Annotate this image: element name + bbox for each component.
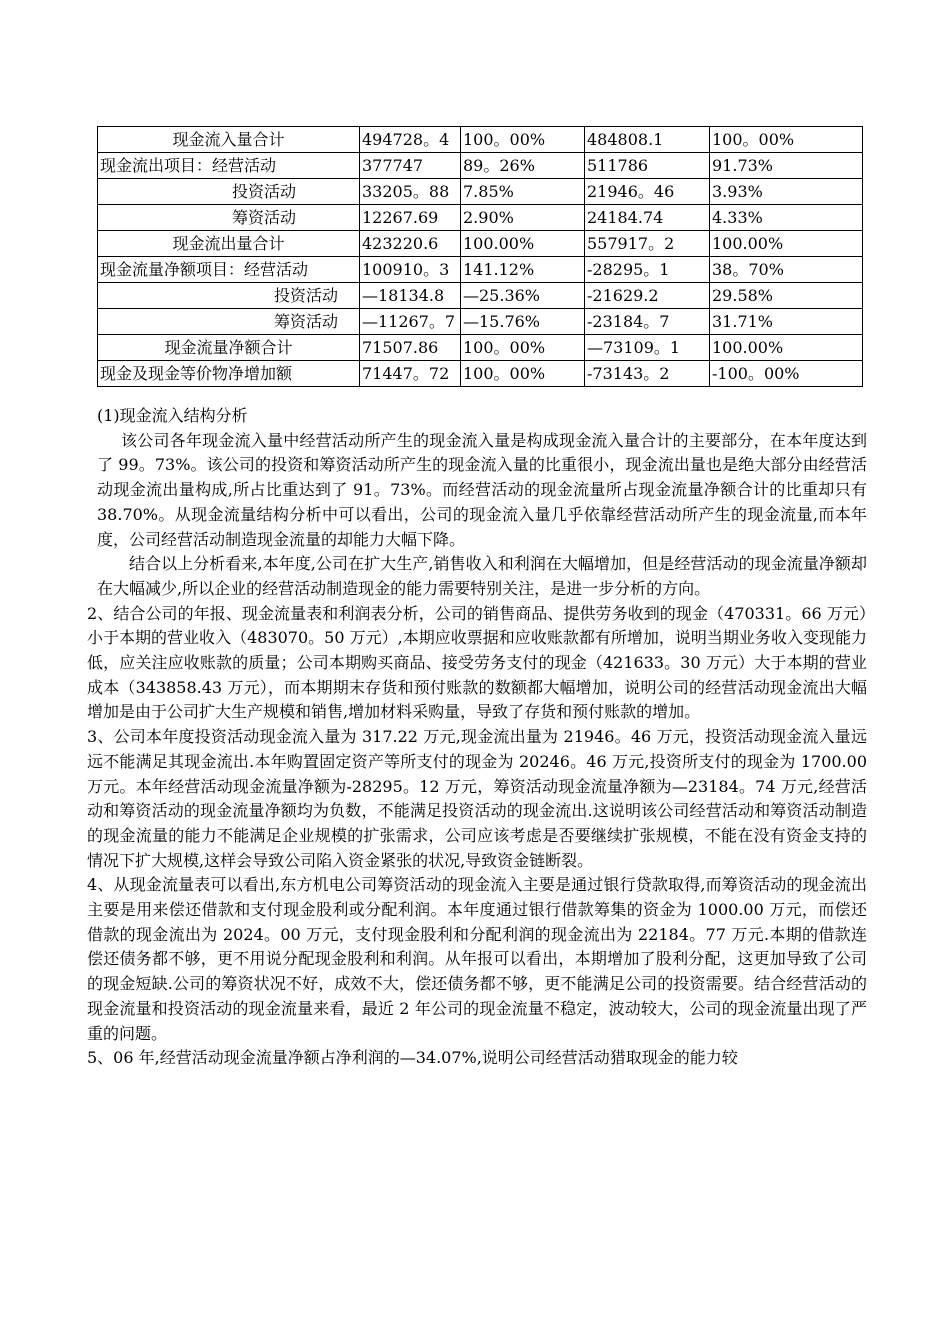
pct-prior: 4.33% [710, 205, 863, 231]
analysis-text [87, 404, 867, 1071]
paragraph: 2、结合公司的年报、现金流量表和利润表分析，公司的销售商品、提供劳务收到的现金（470331。66 万元）小于本期的营业收入（483070。50 万元）,本期应收票据和应收账款都有所增加，说明当期业务收入变现能力低，应关注应收账款的质量；公司本期购买商品、接受劳务支付的现金（421633。30 万元）大于本期的营业成本（343858.43 万元），而本期期末存货和预付账款的数额都大幅增加，说明公司的经营活动现金流出大幅增加是由于公司扩大生产规模和销售,增加材料采购量，导致了存货和预付账款的增加。 [87, 603, 867, 722]
value-prior: —73109。1 [585, 335, 710, 361]
table-row [98, 179, 863, 205]
pct-prior: 31.71% [710, 309, 863, 335]
value-current: 33205。88 [360, 179, 461, 205]
pct-prior: 100。00% [710, 127, 863, 153]
pct-prior: 29.58% [710, 283, 863, 309]
pct-prior: 91.73% [710, 153, 863, 179]
row-label: 现金流出量合计 [98, 231, 360, 257]
row-label: 筹资活动 [98, 309, 360, 335]
table-row [98, 257, 863, 283]
table-row [98, 205, 863, 231]
pct-current: —25.36% [461, 283, 585, 309]
value-prior: -28295。1 [585, 257, 710, 283]
value-prior: 24184.74 [585, 205, 710, 231]
row-label: 筹资活动 [98, 205, 360, 231]
row-label: 现金流出项目：经营活动 [98, 153, 360, 179]
paragraph: 3、公司本年度投资活动现金流入量为 317.22 万元,现金流出量为 21946。46 万元，投资活动现金流入量远远不能满足其现金流出.本年购置固定资产等所支付的现金为 20246。46 万元,投资所支付的现金为 1700.00 万元。本年经营活动现金流量净额为-28295。12 万元，筹资活动现金流量净额为—23184。74 万元,经营活动和筹资活动的现金流量净额均为负数，不能满足投资活动的现金流出.这说明该公司经营活动和筹资活动制造的现金流量的能力不能满足企业规模的扩张需求，公司应该考虑是否要继续扩张规模，不能在没有资金支持的情况下扩大规模,这样会导致公司陷入资金紧张的状况,导致资金链断裂。 [87, 727, 867, 870]
value-prior: 511786 [585, 153, 710, 179]
pct-prior: 38。70% [710, 257, 863, 283]
row-label: 投资活动 [98, 283, 360, 309]
row-label: 现金流入量合计 [98, 127, 360, 153]
table-row [98, 309, 863, 335]
pct-current: 7.85% [461, 179, 585, 205]
value-current: 494728。4 [360, 127, 461, 153]
row-label: 现金流量净额项目：经营活动 [98, 257, 360, 283]
row-label: 投资活动 [98, 179, 360, 205]
value-prior: 484808.1 [585, 127, 710, 153]
value-current: 71447。72 [360, 361, 461, 387]
row-label: 现金流量净额合计 [98, 335, 360, 361]
paragraph: 结合以上分析看来,本年度,公司在扩大生产,销售收入和利润在大幅增加，但是经营活动的现金流量净额却在大幅减少,所以企业的经营活动制造现金的能力需要特别关注，是进一步分析的方向。 [97, 554, 867, 598]
value-current: —18134.8 [360, 283, 461, 309]
table-row [98, 231, 863, 257]
value-current: 12267.69 [360, 205, 461, 231]
value-current: 377747 [360, 153, 461, 179]
value-current: —11267。7 [360, 309, 461, 335]
pct-prior: 100.00% [710, 231, 863, 257]
value-current: 423220.6 [360, 231, 461, 257]
pct-prior: 3.93% [710, 179, 863, 205]
value-prior: -21629.2 [585, 283, 710, 309]
table-row [98, 153, 863, 179]
paragraph: 5、06 年,经营活动现金流量净额占净利润的—34.07%,说明公司经营活动猎取现金的能力较 [87, 1048, 738, 1068]
pct-current: 141.12% [461, 257, 585, 283]
paragraph: 4、从现金流量表可以看出,东方机电公司筹资活动的现金流入主要是通过银行贷款取得,而筹资活动的现金流出主要是用来偿还借款和支付现金股利或分配利润。本年度通过银行借款筹集的资金为 1000.00 万元，而偿还借款的现金流出为 2024。00 万元，支付现金股利和分配利润的现金流出为 22184。77 万元.本期的借款连偿还债务都不够，更不用说分配现金股利和利润。从年报可以看出，本期增加了股利分配，这更加导致了公司的现金短缺.公司的筹资状况不好，成效不大，偿还债务都不够，更不能满足公司的投资需要。结合经营活动的现金流量和投资活动的现金流量来看，最近 2 年公司的现金流量不稳定，波动较大，公司的现金流量出现了严重的问题。 [87, 875, 867, 1043]
value-current: 71507.86 [360, 335, 461, 361]
pct-current: 100。00% [461, 335, 585, 361]
row-label: 现金及现金等价物净增加额 [98, 361, 360, 387]
value-prior: 557917。2 [585, 231, 710, 257]
cash-flow-structure-table [97, 126, 863, 387]
section-heading: (1)现金流入结构分析 [97, 406, 248, 425]
value-prior: 21946。46 [585, 179, 710, 205]
pct-current: 2.90% [461, 205, 585, 231]
pct-current: 100.00% [461, 231, 585, 257]
pct-current: 89。26% [461, 153, 585, 179]
value-prior: -73143。2 [585, 361, 710, 387]
paragraph: 该公司各年现金流入量中经营活动所产生的现金流入量是构成现金流入量合计的主要部分，在本年度达到了 99。73%。该公司的投资和筹资活动所产生的现金流入量的比重很小，现金流出量也是绝大部分由经营活动现金流出量构成,所占比重达到了 91。73%。而经营活动的现金流量所占现金流量净额合计的比重却只有 38.70%。从现金流量结构分析中可以看出，公司的现金流入量几乎依靠经营活动所产生的现金流量,而本年度，公司经营活动制造现金流量的却能力大幅下降。 [97, 430, 867, 549]
table-row [98, 283, 863, 309]
table-row [98, 127, 863, 153]
table-row [98, 335, 863, 361]
value-prior: -23184。7 [585, 309, 710, 335]
pct-current: 100。00% [461, 361, 585, 387]
pct-current: —15.76% [461, 309, 585, 335]
pct-prior: 100.00% [710, 335, 863, 361]
pct-current: 100。00% [461, 127, 585, 153]
pct-prior: -100。00% [710, 361, 863, 387]
table-row [98, 361, 863, 387]
value-current: 100910。3 [360, 257, 461, 283]
